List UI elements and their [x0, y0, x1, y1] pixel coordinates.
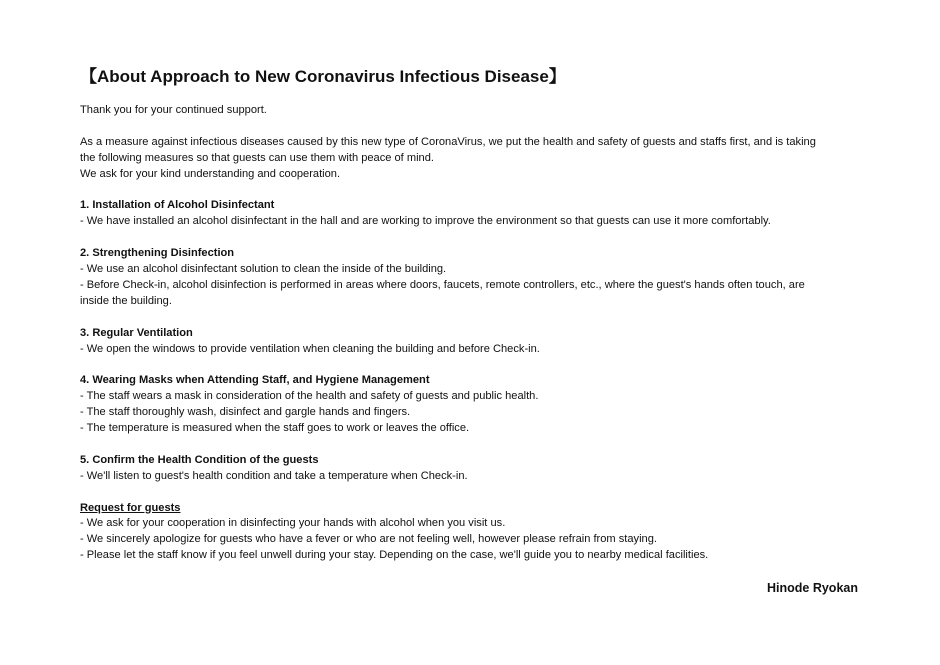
section-1-heading: 1. Installation of Alcohol Disinfectant — [80, 199, 275, 212]
measure-line-1: As a measure against infectious diseases caused by this new type of CoronaVirus, we put the health and safety of guests and staffs first, and is taking — [80, 135, 816, 148]
thanks-line: Thank you for your continued support. — [80, 104, 267, 116]
section-4-line: - The temperature is measured when the staff goes to work or leaves the office. — [80, 422, 470, 435]
notice-body — [80, 103, 870, 564]
spacer — [80, 485, 870, 501]
signature: Hinode Ryokan — [767, 581, 858, 595]
page-title: 【About Approach to New Coronavirus Infectious Disease】 — [80, 67, 566, 86]
spacer — [80, 437, 870, 453]
spacer — [80, 230, 870, 246]
spacer — [80, 119, 870, 135]
cooperation-line: We ask for your kind understanding and cooperation. — [80, 167, 341, 180]
request-line: - We ask for your cooperation in disinfecting your hands with alcohol when you visit us. — [80, 517, 506, 530]
section-2-line: - We use an alcohol disinfectant solution to clean the inside of the building. — [80, 263, 447, 276]
section-3-heading: 3. Regular Ventilation — [80, 326, 193, 339]
spacer — [80, 183, 870, 199]
section-2-line: - Before Check-in, alcohol disinfection is performed in areas where doors, faucets, remote controllers, etc., where the guest's hands often touch, are — [80, 278, 805, 291]
measure-line-2: the following measures so that guests can use them with peace of mind. — [80, 151, 434, 164]
request-heading: Request for guests — [80, 501, 181, 514]
request-line: - Please let the staff know if you feel unwell during your stay. Depending on the case, we'll guide you to nearby medical facilities. — [80, 549, 709, 562]
section-3-line: - We open the windows to provide ventilation when cleaning the building and before Check-in. — [80, 342, 540, 355]
section-4-heading: 4. Wearing Masks when Attending Staff, and Hygiene Management — [80, 374, 430, 387]
spacer — [80, 357, 870, 373]
request-line: - We sincerely apologize for guests who have a fever or who are not feeling well, however please refrain from staying. — [80, 533, 657, 546]
section-4-line: - The staff thoroughly wash, disinfect and gargle hands and fingers. — [80, 406, 411, 419]
spacer — [80, 310, 870, 326]
section-2-line: inside the building. — [80, 294, 172, 307]
section-2-heading: 2. Strengthening Disinfection — [80, 247, 235, 260]
section-1-line: - We have installed an alcohol disinfectant in the hall and are working to improve the environment so that guests can use it more comfortably. — [80, 215, 771, 228]
section-4-line: - The staff wears a mask in consideration of the health and safety of guests and public health. — [80, 390, 539, 403]
section-5-line: - We'll listen to guest's health condition and take a temperature when Check-in. — [80, 469, 468, 482]
section-5-heading: 5. Confirm the Health Condition of the guests — [80, 453, 319, 466]
